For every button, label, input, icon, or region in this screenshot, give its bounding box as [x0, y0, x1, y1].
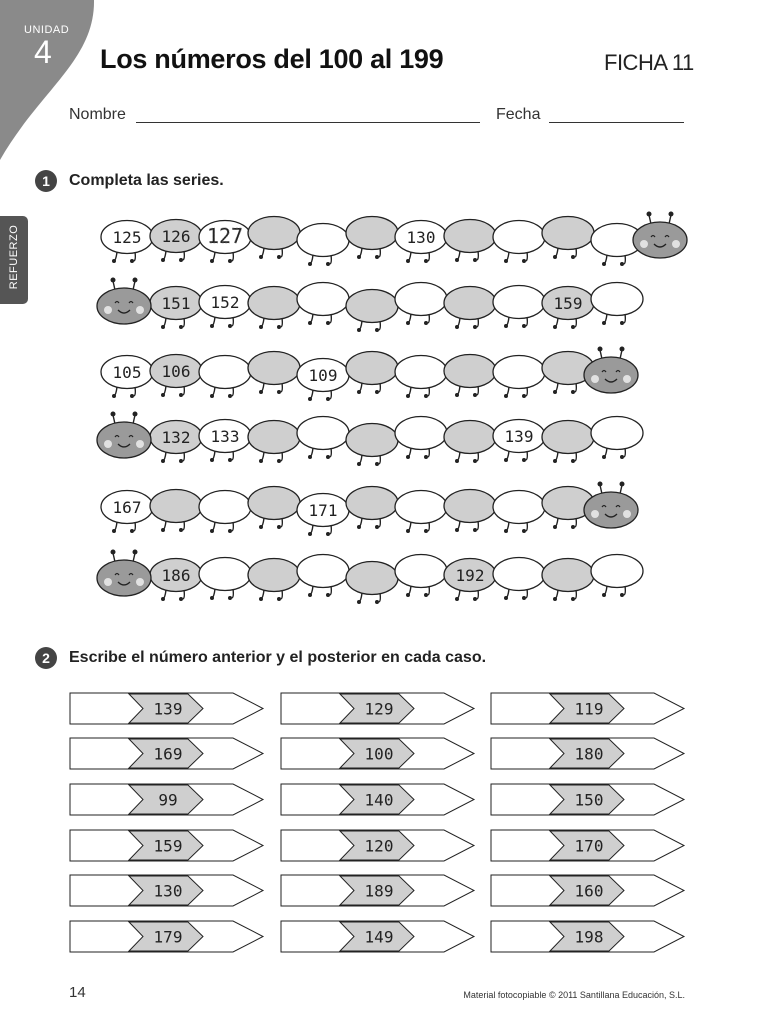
segment-number: 171	[308, 501, 338, 520]
sheet-label: FICHA 11	[604, 50, 694, 75]
caterpillar-segment	[297, 283, 349, 316]
caterpillar-segment	[199, 558, 251, 591]
segment-number: 139	[504, 427, 534, 446]
exercise-1-badge: 1	[35, 170, 57, 192]
caterpillar-segment	[542, 421, 594, 454]
number-arrow-item	[491, 875, 684, 906]
caterpillar-segment	[493, 356, 545, 389]
page-number: 14	[69, 984, 86, 1001]
caterpillar-segment	[199, 356, 251, 389]
number-arrow-item	[281, 784, 474, 815]
caterpillar-segment	[444, 220, 496, 253]
number-arrow-item	[281, 830, 474, 861]
side-tab-label: REFUERZO	[8, 224, 20, 290]
given-number: 159	[153, 836, 183, 856]
number-arrow-item	[70, 875, 263, 906]
given-number: 100	[364, 744, 394, 764]
segment-number: 105	[112, 363, 142, 382]
caterpillar-segment	[297, 417, 349, 450]
given-number: 120	[364, 836, 394, 856]
segment-number: 152	[210, 293, 240, 312]
number-arrow-item	[281, 738, 474, 769]
segment-number: 167	[112, 498, 142, 517]
number-arrow-item	[281, 921, 474, 952]
unit-label: UNIDAD	[24, 24, 70, 36]
caterpillar-segment	[395, 555, 447, 588]
given-number: 179	[153, 927, 183, 947]
caterpillar-segment	[444, 355, 496, 388]
caterpillar-segment	[591, 283, 643, 316]
given-number: 149	[364, 927, 394, 947]
caterpillar-segment	[493, 558, 545, 591]
name-field[interactable]	[136, 122, 480, 123]
segment-number: 106	[161, 362, 191, 381]
number-arrow-item	[281, 693, 474, 724]
exercise-1-instruction: Completa las series.	[69, 172, 224, 189]
date-field[interactable]	[549, 122, 684, 123]
number-arrow-item	[70, 784, 263, 815]
exercise-2-instruction: Escribe el número anterior y el posterior en cada caso.	[69, 649, 487, 666]
segment-number: 132	[161, 428, 191, 447]
caterpillar-segment	[346, 424, 398, 457]
given-number: 130	[153, 881, 183, 901]
caterpillar-row	[101, 347, 638, 402]
unit-number: 4	[34, 34, 52, 70]
given-number: 150	[574, 790, 604, 810]
caterpillar-segment	[346, 562, 398, 595]
segment-number: 151	[161, 294, 191, 313]
number-arrow-item	[70, 921, 263, 952]
caterpillar-head	[633, 212, 687, 259]
caterpillar-segment	[493, 286, 545, 319]
caterpillar-segment	[542, 559, 594, 592]
caterpillar-segment	[248, 217, 300, 250]
number-arrow-item	[281, 875, 474, 906]
caterpillar-segment	[297, 555, 349, 588]
number-arrow-item	[491, 693, 684, 724]
segment-number: 126	[161, 227, 191, 246]
given-number: 180	[574, 744, 604, 764]
date-label: Fecha	[496, 106, 541, 123]
number-arrow-item	[491, 830, 684, 861]
caterpillar-segment	[444, 287, 496, 320]
caterpillar-segment	[395, 417, 447, 450]
given-number: 160	[574, 881, 604, 901]
caterpillar-segment	[395, 283, 447, 316]
segment-number: 109	[308, 366, 338, 385]
caterpillar-segment	[297, 224, 349, 257]
caterpillar-row	[97, 278, 643, 333]
given-number: 170	[574, 836, 604, 856]
caterpillar-segment	[248, 487, 300, 520]
caterpillar-row	[97, 412, 643, 467]
exercise-2-badge: 2	[35, 647, 57, 669]
given-number: 198	[574, 927, 604, 947]
given-number: 169	[153, 744, 183, 764]
number-arrow-item	[491, 784, 684, 815]
caterpillar-segment	[493, 491, 545, 524]
caterpillar-segment	[444, 490, 496, 523]
caterpillar-segment	[395, 491, 447, 524]
segment-number: 186	[161, 566, 191, 585]
caterpillar-segment	[346, 352, 398, 385]
caterpillar-head	[584, 347, 638, 394]
segment-number: 127	[206, 224, 244, 248]
caterpillar-row	[101, 482, 638, 537]
caterpillar-segment	[346, 290, 398, 323]
caterpillar-segment	[248, 559, 300, 592]
number-arrow-item	[491, 921, 684, 952]
caterpillar-head	[97, 550, 151, 597]
segment-number: 192	[455, 566, 485, 585]
caterpillar-segment	[150, 490, 202, 523]
given-number: 129	[364, 699, 394, 719]
number-arrow-item	[70, 693, 263, 724]
caterpillar-segment	[444, 421, 496, 454]
copyright: Material fotocopiable © 2011 Santillana Educación, S.L.	[463, 990, 685, 1000]
given-number: 99	[158, 790, 178, 810]
caterpillar-segment	[591, 555, 643, 588]
caterpillar-segment	[493, 221, 545, 254]
caterpillar-segment	[395, 356, 447, 389]
number-arrows	[0, 680, 768, 960]
caterpillar-segment	[346, 487, 398, 520]
segment-number: 133	[210, 427, 240, 446]
segment-number: 130	[406, 228, 436, 247]
segment-number: 125	[112, 228, 142, 247]
caterpillar-segment	[542, 217, 594, 250]
number-arrow-item	[491, 738, 684, 769]
given-number: 139	[153, 699, 183, 719]
given-number: 140	[364, 790, 394, 810]
caterpillar-segment	[248, 352, 300, 385]
caterpillar-segment	[346, 217, 398, 250]
segment-number: 159	[553, 294, 583, 313]
given-number: 189	[364, 881, 394, 901]
caterpillar-segment	[248, 287, 300, 320]
caterpillar-segment	[199, 491, 251, 524]
caterpillar-row	[101, 212, 687, 267]
number-arrow-item	[70, 738, 263, 769]
number-arrow-item	[70, 830, 263, 861]
caterpillar-head	[97, 412, 151, 459]
page-title: Los números del 100 al 199	[100, 44, 444, 74]
caterpillar-row	[97, 550, 643, 605]
caterpillar-series	[0, 200, 768, 620]
caterpillar-head	[97, 278, 151, 325]
caterpillar-head	[584, 482, 638, 529]
name-label: Nombre	[69, 106, 126, 123]
caterpillar-segment	[591, 417, 643, 450]
caterpillar-segment	[248, 421, 300, 454]
given-number: 119	[574, 699, 604, 719]
